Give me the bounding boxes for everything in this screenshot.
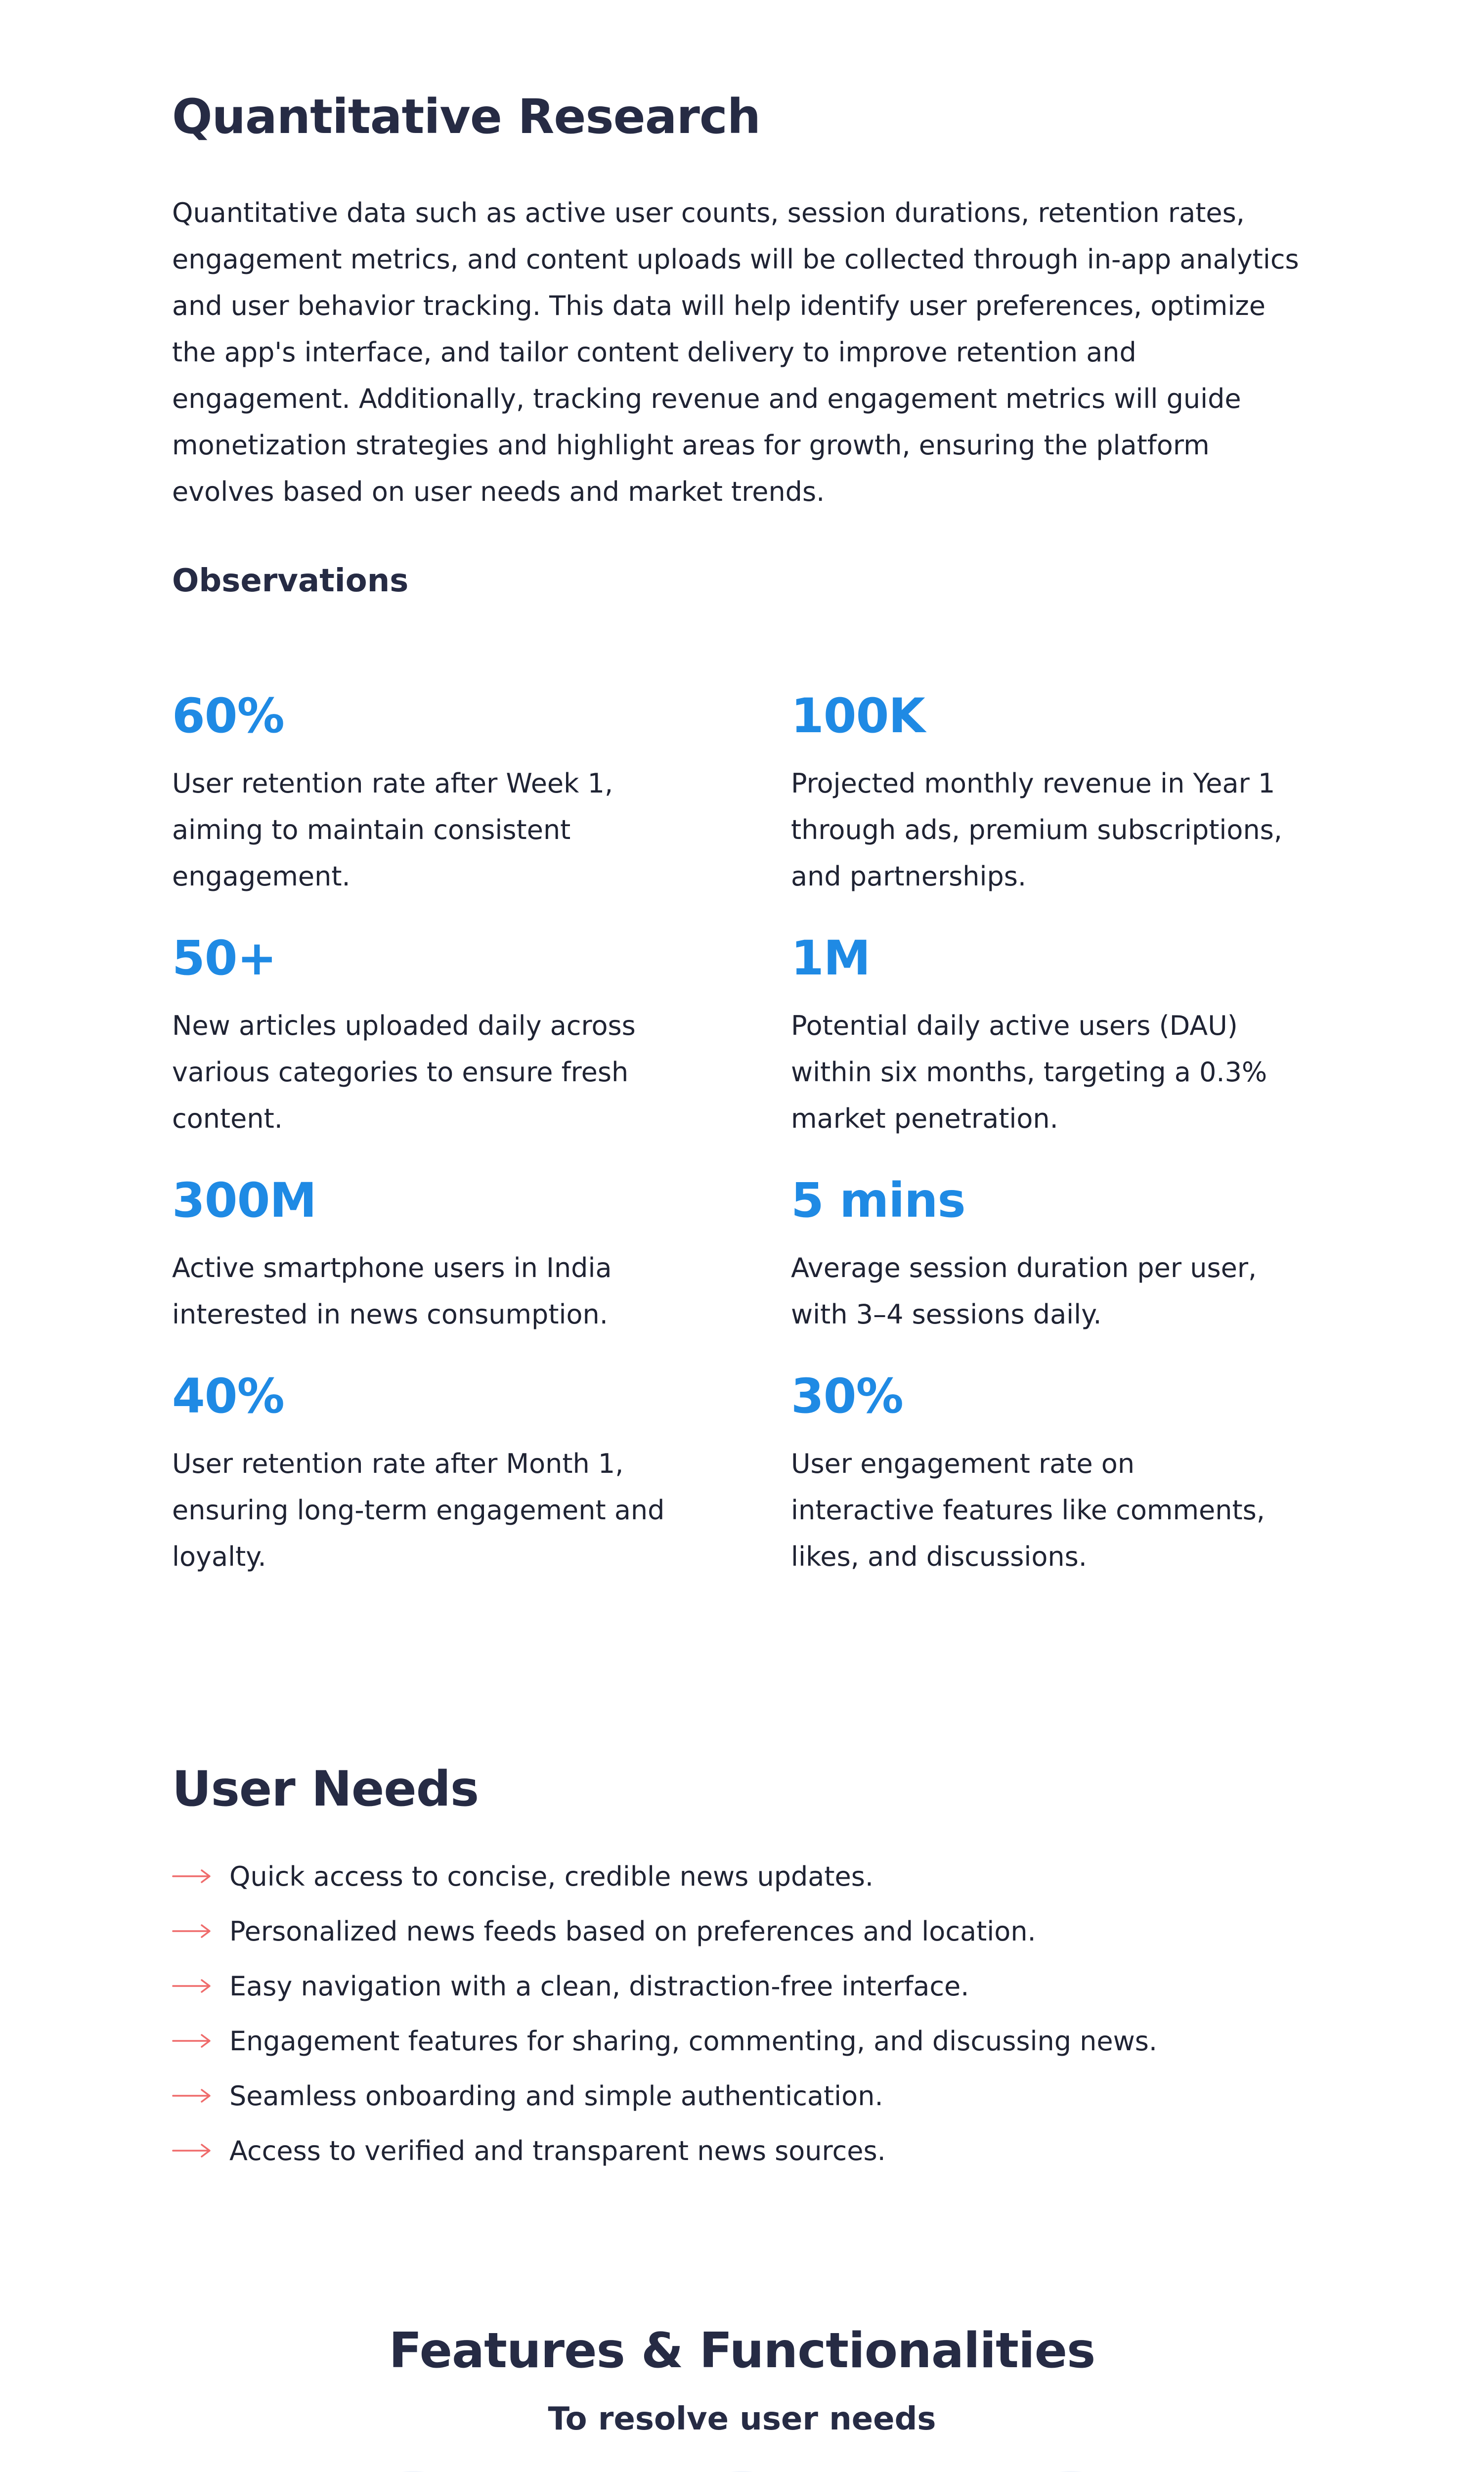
arrow-right-icon <box>172 1866 212 1886</box>
list-item <box>172 2133 1358 2168</box>
stat-articles-daily <box>172 928 666 1142</box>
stat-value: 40% <box>172 1368 284 1424</box>
list-item <box>172 1914 1358 1948</box>
stat-description: Average session duration per user, with 3–4 sessions daily. <box>791 1252 1257 1330</box>
stat-smartphone-users <box>172 1171 666 1338</box>
list-item <box>172 2024 1358 2058</box>
quantitative-research-title: Quantitative Research <box>172 89 761 144</box>
list-item-text: Personalized news feeds based on preferences and location. <box>229 1915 1036 1947</box>
quantitative-research-body: Quantitative data such as active user counts, session durations, retention rates, engagement metrics, and content uploads will be collected through in-app analytics and user behavior tracking. This data will help identify user preferences, optimize the app's interface, and tailor content delivery to improve retention and engagement. Additionally, tracking revenue and engagement metrics will guide monetization strategies and highlight areas for growth, ensuring the platform evolves based on user needs and market trends. <box>172 197 1299 507</box>
arrow-right-icon <box>172 2086 212 2106</box>
stat-description: Active smartphone users in India interested in news consumption. <box>172 1252 612 1330</box>
user-needs-title: User Needs <box>172 1761 479 1817</box>
list-item <box>172 1969 1358 2003</box>
stat-value: 100K <box>791 688 925 744</box>
features-subtitle: To resolve user needs <box>548 2401 936 2437</box>
stat-description: User retention rate after Month 1, ensuring long-term engagement and loyalty. <box>172 1448 665 1572</box>
stat-retention-week1 <box>172 686 666 900</box>
stat-description: Projected monthly revenue in Year 1 through ads, premium subscriptions, and partnerships. <box>791 768 1282 892</box>
arrow-right-icon <box>172 1921 212 1941</box>
list-item-text: Engagement features for sharing, commenting, and discussing news. <box>229 2025 1158 2057</box>
list-item-text: Quick access to concise, credible news updates. <box>229 1860 874 1892</box>
stat-value: 1M <box>791 930 871 986</box>
stat-description: User retention rate after Week 1, aiming to maintain consistent engagement. <box>172 768 613 892</box>
list-item-text: Access to verified and transparent news sources. <box>229 2135 886 2166</box>
stat-retention-month1 <box>172 1367 666 1580</box>
list-item-text: Seamless onboarding and simple authentication. <box>229 2080 883 2112</box>
list-item-text: Easy navigation with a clean, distraction-free interface. <box>229 1970 969 2002</box>
stat-value: 50+ <box>172 930 277 986</box>
stat-description: New articles uploaded daily across various categories to ensure fresh content. <box>172 1010 636 1134</box>
arrow-right-icon <box>172 2141 212 2161</box>
stat-session-duration <box>791 1171 1285 1338</box>
arrow-right-icon <box>172 1976 212 1996</box>
list-item <box>172 1859 1358 1894</box>
stat-monthly-revenue <box>791 686 1285 900</box>
stat-description: User engagement rate on interactive features like comments, likes, and discussions. <box>791 1448 1265 1572</box>
list-item <box>172 2078 1358 2113</box>
features-title: Features & Functionalities <box>389 2323 1095 2379</box>
stat-daily-active-users <box>791 928 1285 1142</box>
arrow-right-icon <box>172 2031 212 2051</box>
stat-description: Potential daily active users (DAU) within six months, targeting a 0.3% market penetration. <box>791 1010 1267 1134</box>
stat-value: 30% <box>791 1368 903 1424</box>
stat-value: 300M <box>172 1173 316 1228</box>
stat-engagement-rate <box>791 1367 1285 1580</box>
stat-value: 5 mins <box>791 1173 965 1228</box>
observations-title: Observations <box>172 563 409 599</box>
stat-value: 60% <box>172 688 284 744</box>
